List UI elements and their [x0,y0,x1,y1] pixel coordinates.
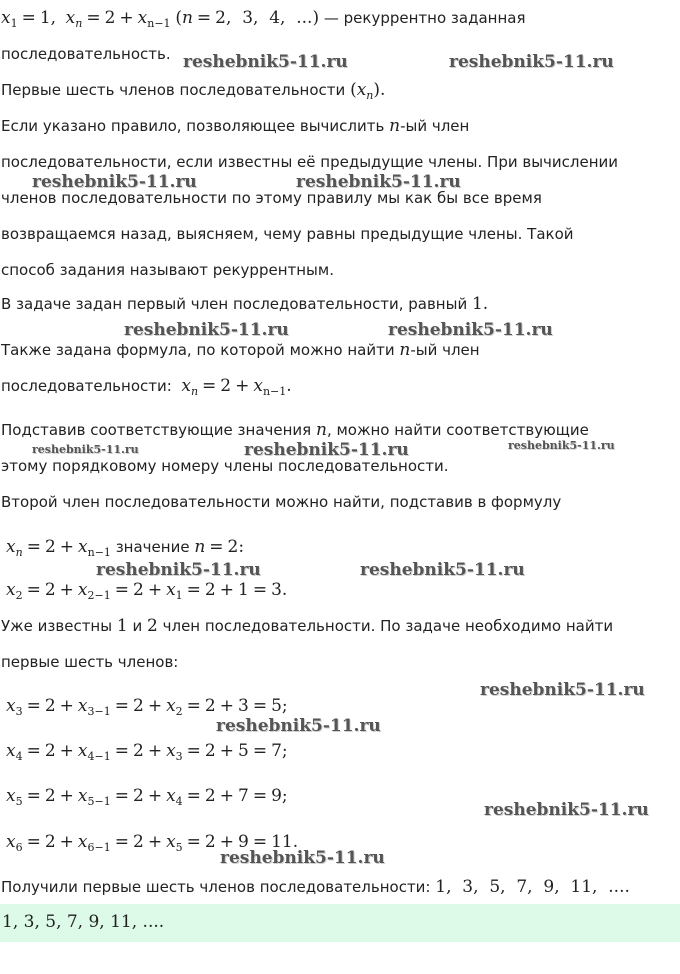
recurrence-definition: $x_1 = 1$, $x_n = 2 + x_{n-1}$ (n = 2, 3, 4, ...) — рекуррентно заданная [1,8,526,30]
watermark: reshebnik5-11.ru [183,52,348,72]
text-l10a: Также задана формула, по которой можно найти [1,341,395,359]
text-l9-line: В задаче задан первый член последовательности, равный 1. [1,294,489,314]
formula-x3: $x_3 = 2 + x_{3-1} = 2 + x_2 = 2 + 3 = 5$; [6,696,288,718]
answer-box [0,904,680,942]
text-l4b: -ый член [400,117,470,135]
formula-x6: $x_6 = 2 + x_{6-1} = 2 + x_5 = 2 + 9 = 11$. [6,832,299,854]
answer-text: 1, 3, 5, 7, 9, 11, .... [2,912,165,932]
watermark: reshebnik5-11.ru [32,443,139,456]
watermark: reshebnik5-11.ru [244,440,409,460]
watermark: reshebnik5-11.ru [480,680,645,700]
text-l10b: -ый член [410,341,480,359]
watermark: reshebnik5-11.ru [508,439,615,452]
watermark: reshebnik5-11.ru [124,320,289,340]
formula-x2: $x_2 = 2 + x_{2-1} = 2 + x_1 = 2 + 1 = 3$. [6,580,288,602]
formula-substitution-line: $x_n = 2 + x_{n-1}$ значение n = 2: [6,537,245,559]
watermark: reshebnik5-11.ru [388,320,553,340]
text-l4a: Если указано правило, позволяющее вычислить [1,117,385,135]
watermark: reshebnik5-11.ru [449,52,614,72]
text-l3-line: Первые шесть членов последовательности $(x_n)$. [1,80,386,102]
text-l7: возвращаемся назад, выясняем, чему равны предыдущие члены. Такой [1,225,574,243]
text-l23: Получили первые шесть членов последовательности: [1,878,431,896]
watermark: reshebnik5-11.ru [360,560,525,580]
text-l9: В задаче задан первый член последовательности, равный [1,295,468,313]
watermark: reshebnik5-11.ru [96,560,261,580]
text-l13: этому порядковому номеру члены последовательности. [1,457,449,475]
text-l1: — рекуррентно заданная [323,9,526,27]
text-l12b: , можно найти соответствующие [326,421,589,439]
text-l14: Второй член последовательности можно найти, подставив в формулу [1,493,562,511]
watermark: reshebnik5-11.ru [296,172,461,192]
watermark: reshebnik5-11.ru [220,848,385,868]
text-l12-line: Подставив соответствующие значения n, можно найти соответствующие [1,420,589,440]
text-l12a: Подставив соответствующие значения [1,421,312,439]
text-l17b: и [132,617,143,635]
formula-x5: $x_5 = 2 + x_{5-1} = 2 + x_4 = 2 + 7 = 9$; [6,786,288,808]
text-l23-line: Получили первые шесть членов последовательности: 1, 3, 5, 7, 9, 11, .... [1,877,630,897]
text-l4-line: Если указано правило, позволяющее вычислить n-ый член [1,116,470,136]
text-l17c: член последовательности. По задаче необходимо найти [162,617,614,635]
text-l17-line: Уже известны 1 и 2 член последовательности. По задаче необходимо найти [1,616,614,636]
text-l18: первые шесть членов: [1,653,179,671]
formula-x4: $x_4 = 2 + x_{4-1} = 2 + x_3 = 2 + 5 = 7$; [6,741,288,763]
text-l8: способ задания называют рекуррентным. [1,261,334,279]
watermark: reshebnik5-11.ru [216,716,381,736]
text-l17a: Уже известны [1,617,113,635]
text-l2: последовательность. [1,45,171,63]
text-l6: членов последовательности по этому правилу мы как бы все время [1,189,542,207]
text-l10-line: Также задана формула, по которой можно найти n-ый член [1,340,480,360]
watermark: reshebnik5-11.ru [32,172,197,192]
text-l15: значение [115,538,190,556]
text-l3: Первые шесть членов последовательности [1,81,346,99]
watermark: reshebnik5-11.ru [484,800,649,820]
text-l11-line: последовательности: $x_n = 2 + x_{n-1}$. [1,376,292,398]
text-l5: последовательности, если известны её предыдущие члены. При вычислении [1,153,619,171]
text-l11: последовательности: [1,377,172,395]
